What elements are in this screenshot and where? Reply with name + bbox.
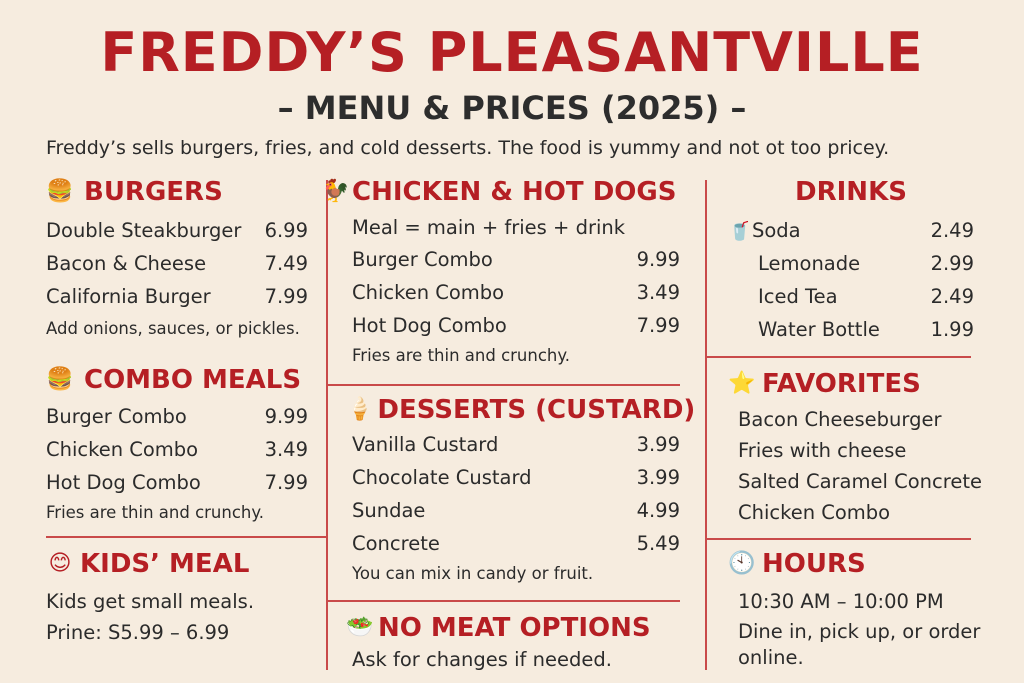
page-subtitle: – MENU & PRICES (2025) – <box>277 89 747 127</box>
kids-line-2: Prine: S5.99 – 6.99 <box>46 621 230 644</box>
favorite-item: Salted Caramel Concrete <box>738 470 982 493</box>
burgers-heading <box>46 176 308 208</box>
item-name: Hot Dog Combo <box>46 471 201 494</box>
desserts-note: You can mix in candy or fruit. <box>352 564 594 583</box>
column-divider-right <box>705 180 707 670</box>
desserts-heading-label: DESSERTS (CUSTARD) <box>377 395 696 425</box>
item-price: 7.49 <box>264 252 308 275</box>
menu-item <box>728 313 974 346</box>
item-name: Soda <box>752 219 801 242</box>
tagline: Freddy’s sells burgers, fries, and cold desserts. The food is yummy and not ot too pricey. <box>46 137 890 159</box>
salad-icon: 🥗 <box>346 615 374 640</box>
burgers-note: Add onions, sauces, or pickles. <box>46 319 300 338</box>
menu-item <box>728 280 974 313</box>
divider-burgers-kids <box>46 536 326 538</box>
item-name: Iced Tea <box>758 285 838 308</box>
menu-item <box>46 214 308 247</box>
item-name: Sundae <box>352 499 426 522</box>
item-price: 6.99 <box>264 219 308 242</box>
item-price: 3.99 <box>636 466 680 489</box>
star-icon: ⭐ <box>728 371 756 396</box>
menu-item <box>352 243 680 276</box>
combo-heading <box>46 364 308 396</box>
menu-item <box>46 247 308 280</box>
menu-item <box>46 433 308 466</box>
favorites-heading-label: FAVORITES <box>762 369 921 399</box>
burgers-section <box>46 176 308 343</box>
menu-item <box>352 527 680 560</box>
item-price: 4.99 <box>636 499 680 522</box>
item-name: Chicken Combo <box>352 281 505 304</box>
burger-icon: 🍔 <box>46 367 74 392</box>
item-price: 2.49 <box>930 219 974 242</box>
item-price: 3.49 <box>636 281 680 304</box>
menu-item <box>728 247 974 280</box>
menu-item <box>352 461 680 494</box>
combo-section <box>46 364 308 527</box>
divider-desserts-nomeat <box>328 600 680 602</box>
item-name: Water Bottle <box>758 318 880 341</box>
item-name: Chocolate Custard <box>352 466 532 489</box>
item-price: 1.99 <box>930 318 974 341</box>
item-name: Chicken Combo <box>46 438 199 461</box>
drinks-heading-label: DRINKS <box>795 177 907 207</box>
clock-icon: 🕙 <box>728 551 756 576</box>
ice-cream-icon: 🍦 <box>346 397 374 422</box>
smiley-icon: 😊 <box>48 551 72 576</box>
item-name: Burger Combo <box>46 405 187 428</box>
kids-line-1: Kids get small meals. <box>46 590 255 613</box>
chicken-icon: 🐓 <box>322 179 350 204</box>
combo-heading-label: COMBO MEALS <box>84 365 302 395</box>
menu-item <box>46 280 308 313</box>
item-name: Concrete <box>352 532 440 555</box>
item-price: 9.99 <box>264 405 308 428</box>
item-price: 3.99 <box>636 433 680 456</box>
desserts-section <box>346 394 696 588</box>
menu-item <box>352 309 680 342</box>
item-price: 7.99 <box>636 314 680 337</box>
desserts-heading <box>346 394 696 426</box>
page-title: FREDDY’S PLEASANTVILLE <box>100 21 924 84</box>
chicken-intro: Meal = main + fries + drink <box>352 216 626 239</box>
item-name: Burger Combo <box>352 248 493 271</box>
combo-note: Fries are thin and crunchy. <box>46 503 265 522</box>
menu-item <box>352 494 680 527</box>
item-name: Hot Dog Combo <box>352 314 507 337</box>
item-price: 2.49 <box>930 285 974 308</box>
kids-heading-label: KIDS’ MEAL <box>80 549 250 579</box>
chicken-heading <box>322 176 680 208</box>
item-price: 2.99 <box>930 252 974 275</box>
hours-section <box>728 548 998 671</box>
chicken-heading-label: CHICKEN & HOT DOGS <box>352 177 677 207</box>
drinks-section <box>728 176 974 346</box>
divider-drinks-favorites <box>707 356 971 358</box>
favorite-item: Chicken Combo <box>738 501 891 524</box>
chicken-note: Fries are thin and crunchy. <box>352 346 571 365</box>
item-name: Vanilla Custard <box>352 433 499 456</box>
nomeat-line: Ask for changes if needed. <box>352 648 612 671</box>
burgers-heading-label: BURGERS <box>84 177 223 207</box>
menu-item <box>352 276 680 309</box>
item-price: 7.99 <box>264 285 308 308</box>
item-price: 5.49 <box>636 532 680 555</box>
divider-chicken-desserts <box>328 384 680 386</box>
menu-item <box>728 214 974 247</box>
item-name: Lemonade <box>758 252 861 275</box>
item-name: Bacon & Cheese <box>46 252 207 275</box>
nomeat-section <box>346 612 680 675</box>
divider-favorites-hours <box>707 538 971 540</box>
item-price: 7.99 <box>264 471 308 494</box>
menu-item <box>352 428 680 461</box>
hours-heading-label: HOURS <box>762 549 866 579</box>
menu-item <box>46 466 308 499</box>
favorite-item: Fries with cheese <box>738 439 907 462</box>
hours-heading <box>728 548 998 580</box>
item-name: California Burger <box>46 285 211 308</box>
hours-time: 10:30 AM – 10:00 PM <box>738 590 944 613</box>
favorites-heading <box>728 368 998 400</box>
favorite-item: Bacon Cheeseburger <box>738 408 942 431</box>
item-price: 9.99 <box>636 248 680 271</box>
hours-line-2: online. <box>738 646 804 669</box>
chicken-section <box>322 176 680 370</box>
burger-icon: 🍔 <box>46 179 74 204</box>
menu-item <box>46 400 308 433</box>
drinks-heading <box>728 176 974 208</box>
nomeat-heading-label: NO MEAT OPTIONS <box>378 613 651 643</box>
kids-heading <box>46 548 308 580</box>
item-name: Double Steakburger <box>46 219 242 242</box>
nomeat-heading <box>346 612 680 644</box>
item-price: 3.49 <box>264 438 308 461</box>
drink-icon: 🥤 <box>728 221 752 242</box>
hours-line-1: Dine in, pick up, or order <box>738 620 981 643</box>
favorites-section <box>728 368 998 528</box>
kids-section <box>46 548 308 648</box>
